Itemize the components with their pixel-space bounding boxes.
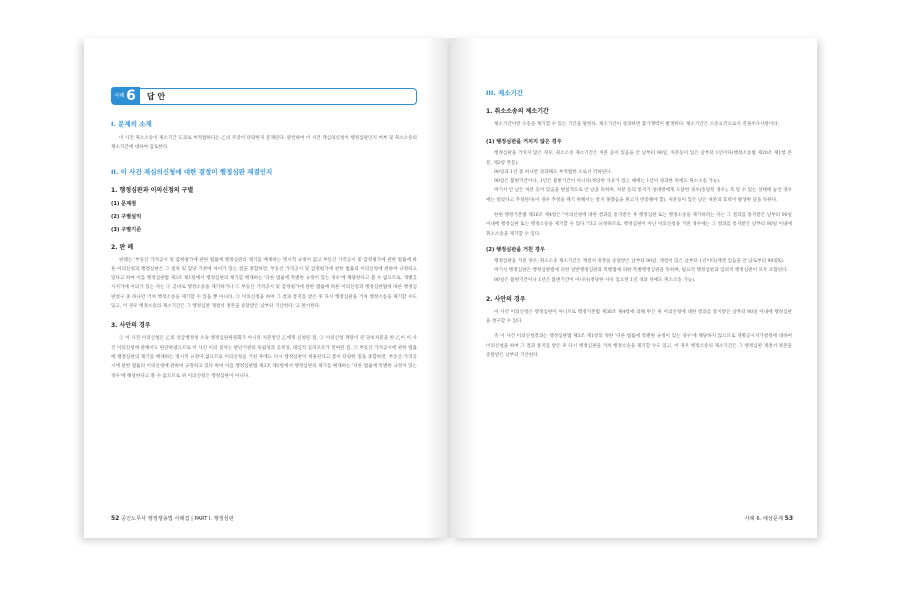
footer-text: 공인노무사 행정쟁송법 사례집 | PART Ⅰ. 행정심판 — [121, 516, 234, 522]
paragraph: 이 사건 이의신청은 행정심판이 아니므로 행정기본법 제36조 제4항에 의해 甲은 위 이의신청에 대한 결과를 통지받은 날부터 90일 이내에 행정심판을 청구할 수 있다. — [486, 309, 792, 325]
section-heading: III. 제소기간 — [486, 89, 524, 97]
item-heading: (3) 구별기준 — [111, 226, 142, 233]
paragraph: 90일은 불변기간이나 1년은 불변기간이 아니다(정당한 사유 있으면 1년 경과 뒤에도 취소소송 가능). — [494, 277, 696, 283]
footer-text: 사례 6. 예상문제 — [744, 516, 783, 522]
paragraph: ① 이 사건 이의신청은 乙의 상급행정청 소속 행정심판위원회가 아니라 처분청인 乙에게 신청된 점, ② 이의신청 재량이 된 당초처분을 한 乙이 이 사건 이의신청에 관해서도 판단하였으므로 이 사건 이의 절차는 판단기관의 독립성과 공정성, 대심적 심리구조가 결여된 점, ③ 부동산 가격공시에 관한 법률에 행정심판의 제기를 배제하는 명시적 규정이 없으므로 이의신청을 거친 후에도 다시 행정심판이 허용된다고 봄이 타당한 점을 종합하면, 부동산 가격공시에 관한 법률의 이의신청에 관하여 규정하고 있다 하여 이를 행정심판법 제3조 제1항에서 행정심판의 제기를 배제하는 '다른 법률에 특별한 규정이 있는 경우'에 해당한다고 볼 수 없으므로 위 이의신청은 행정심판이 아니다. — [111, 336, 417, 379]
subsection-heading: 1. 취소소송의 제소기간 — [486, 108, 549, 115]
page-number: 53 — [784, 515, 793, 522]
open-book — [84, 38, 817, 538]
paragraph: 이 사건 취소소송이 제소기간 도과로 부적법하다는 乙의 주장이 타당한지 문제된다. 관련하여 이 사건 재심의신청이 행정심판인지 여부 및 취소소송의 제소기간에 대하여 검토한다. — [111, 136, 417, 151]
case-header-box — [111, 88, 417, 105]
case-tag — [111, 87, 140, 104]
subsection-heading: 2. 사안의 경우 — [486, 295, 526, 303]
page-number: 52 — [111, 515, 120, 522]
gutter-shadow — [424, 38, 450, 538]
item-heading: (2) 행정심판을 거친 경우 — [486, 246, 545, 253]
left-page — [84, 38, 450, 538]
paragraph: 즉 이 사건 이의신청결과는 행정심판법 제3조 제1항의 정한 '다른 법률에 특별한 규정이 있는 경우'에 해당하지 않으므로 개별공시지가결정에 대하여 이의신청을 하여 그 결과 통지를 받은 후 다시 행정심판을 거쳐 행정소송을 제기할 수도 있고, 이 경우 행정소송의 제소기간은 그 행정심판 재결서 정본을 송달받은 날부터 기산한다. — [486, 334, 792, 359]
subsection-heading: 2. 판 례 — [111, 243, 134, 251]
case-title: 답 안 — [146, 92, 166, 101]
item-heading: (2) 구별실익 — [111, 213, 142, 220]
paragraph: 여기서 안 날은 처분 등이 있음을 현실적으로 안 날을 뜻하며, 처분 등의 통지가 상대방에게 도달한 경우(송달된 경우), 즉 알 수 있는 상태에 놓인 경우에는 알았다고 추정된다(이 경우 추정을 깨기 위해서는 알지 못했음을 원고가 반증해야 함). 처분등이 있은 날은 처분의 효력이 발생한 날을 뜻한다. — [486, 188, 792, 203]
paragraph: 한편 행정기본법 제36조 제4항은 "이의신청에 대한 결과를 통지받은 후 행정심판 또는 행정소송을 제기하려는 자는 그 결과를 통지받은 날부터 90일 이내에 행정심판 또는 행정소송을 제기할 수 있다."라고 규정하므로, 행정심판이 아닌 이의신청을 거친 경우에는 그 결과를 통지받은 날부터 90일 이내에 취소소송을 제기할 수 있다. — [486, 213, 793, 237]
paragraph: 90일은 불변기간이나, 1년은 불변기간이 아니다(정당한 사유가 있는 때에는 1년이 경과한 뒤에도 취소소송 가능). — [494, 179, 721, 185]
paragraph: 판례는 '부동산 가격공시 및 감정평가에 관한 법률에 행정심판의 제기를 배제하는 명시적 규정이 없고 부동산 가격공시 및 감정평가에 관한 법률에 따른 이의신청과 행정심판은 그 절차 및 담당 기관에 차이가 있는 점을 종합하면, 부동산 가격공시 및 감정평가에 관한 법률의 이의신청에 관하여 규정하고 있다고 하여 이를 행정심판법 제3조 제1항에서 행정심판의 제기를 배제하는 '다른 법률에 특별한 규정이 있는 경우'에 해당한다고 볼 수 없으므로, 개별공시지가에 이의가 있는 자는 ① 곧바로 행정소송을 제기하거나 ② 부동산 가격공시 및 감정평가에 관한 법률에 따른 이의신청과 행정심판법에 따른 행정심판청구 중 하나만 거쳐 행정소송을 제기할 수 있을 뿐 아니라, ③ 이의신청을 하여 그 결과 통지를 받은 후 다시 행정심판을 거쳐 행정소송을 제기할 수도 있고, 이 경우 행정소송의 제소기간은 그 행정심판 재결서 정본을 송달받은 날부터 기산한다.'고 판시한다. — [111, 257, 417, 310]
left-page-content — [111, 86, 417, 381]
case-label: 사례 — [114, 93, 125, 100]
section-heading: I. 문제의 소재 — [111, 120, 152, 128]
paragraph: 90일과 1년 중 하나만 경과해도 부적법한 소로서 각하된다. — [494, 169, 613, 175]
paragraph: 제소기간이란 소송을 제기할 수 있는 기간을 말한다. 제소기간이 경과하면 불가쟁력이 발생한다. 제소기간은 소송요건으로서 직권조사사항이다. — [494, 122, 780, 127]
gutter-shadow — [450, 38, 476, 538]
item-heading: (1) 문제점 — [111, 200, 137, 207]
right-footer — [745, 515, 793, 522]
subsection-heading: 1. 행정심판과 이의신청의 구별 — [111, 186, 194, 194]
case-number: 6 — [126, 87, 136, 104]
item-heading: (1) 행정심판을 거치지 않은 경우 — [486, 139, 562, 146]
right-page-content — [486, 86, 792, 360]
right-page — [450, 38, 817, 538]
section-heading: II. 이 사건 재심의신청에 대한 결정이 행정심판 재결인지 — [111, 167, 273, 176]
subsection-heading: 3. 사안의 경우 — [111, 322, 151, 330]
left-footer — [111, 515, 234, 522]
paragraph: 행정심판을 거친 경우, 취소소송 제소기간은 재결서 정본을 송달받은 날부터 90일, 재결이 있은 날부터 1년이다(재결 있음을 안 날로부터 90일X). — [494, 258, 785, 264]
paragraph: 여기서 행정심판은 행정심판법에 의한 일반행정심판과 특별법에 의한 특별행정심판을 뜻하며, 필요적 행정심판과 임의적 행정심판이 모두 포함된다. — [494, 268, 789, 274]
paragraph: 행정심판을 거치지 않은 경우, 취소소송 제소기간은 처분 등이 있음을 안 날부터 90일, 처분등이 있은 날부터 1년이다(행정소송법 제20조 제1항 본문, 제2항 본문). — [486, 151, 792, 166]
